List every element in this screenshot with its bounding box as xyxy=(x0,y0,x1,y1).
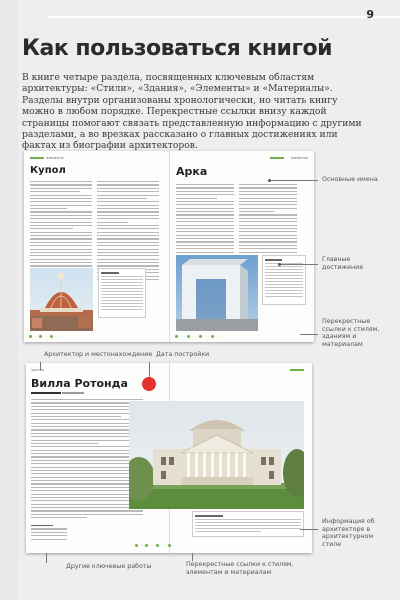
callout-architect: Архитектор и местонахождение xyxy=(44,351,153,358)
arch-crossrefs: · · · · · · · · · · · · · · xyxy=(174,334,218,338)
date-marker-icon xyxy=(142,377,156,391)
villa-text-column xyxy=(31,399,143,521)
left-section-label: ЭЛЕМЕНТЫ xyxy=(46,156,64,160)
section-marker xyxy=(290,369,304,371)
callout-other-works: Другие ключевые работы xyxy=(66,563,152,570)
arch-sidebox xyxy=(262,255,306,305)
section-marker xyxy=(270,157,284,159)
dome-photo xyxy=(30,268,93,331)
spread-fold xyxy=(169,151,170,342)
page-title: Как пользоваться книгой xyxy=(22,36,332,61)
right-section-label: ЭЛЕМЕНТЫ xyxy=(290,156,308,160)
callout-main-names: Основные имена xyxy=(322,176,378,183)
villa-photo xyxy=(129,401,304,509)
dome-crossrefs: · · · · · · · · · xyxy=(28,334,58,338)
callout-date: Дата постройки xyxy=(156,351,210,358)
architect-info-box xyxy=(192,511,304,537)
spread-villa-rotonda xyxy=(26,363,312,553)
arch-photo xyxy=(176,255,258,331)
section-marker xyxy=(30,157,44,159)
villa-crossrefs: · · · · · · · · · · · · · · xyxy=(134,543,178,547)
page-number: 9 xyxy=(366,8,374,21)
arch-title: Арка xyxy=(176,165,208,178)
top-rule xyxy=(48,16,400,18)
callout-cross-styles: Перекрестные ссылки к стилям, зданиям и материалам xyxy=(322,318,380,348)
arch-text-column xyxy=(176,184,234,255)
callout-cross-elements: Перекрестные ссылки к стилям, элементам и материалам xyxy=(186,561,294,576)
dome-title: Купол xyxy=(30,165,66,176)
villa-title: Вилла Ротонда xyxy=(31,377,128,390)
intro-paragraph: В книге четыре раздела, посвященных ключевым областям архитектуры: «Стили», «Здания», «Элементы» и «Материалы». Разделы внутри организованы хронологически, но читать книгу можно в любом порядке. Перекрестные ссылки внизу каждой страницы помогают связать представленную информацию с другими разделами, а во врезках рассказано о главных достижениях или фактах из биографии архитекторов. xyxy=(22,72,362,152)
section-label: ЗДАНИЯ xyxy=(31,368,44,372)
callout-architect-info: Информация об архитекторе в архитектурном стиле xyxy=(322,518,375,548)
arch-text-column xyxy=(239,184,297,255)
callout-achievements: Главные достижения xyxy=(322,256,363,271)
villa-architect-line xyxy=(31,391,84,395)
dome-sidebox xyxy=(98,268,146,318)
other-works-list xyxy=(31,525,67,542)
